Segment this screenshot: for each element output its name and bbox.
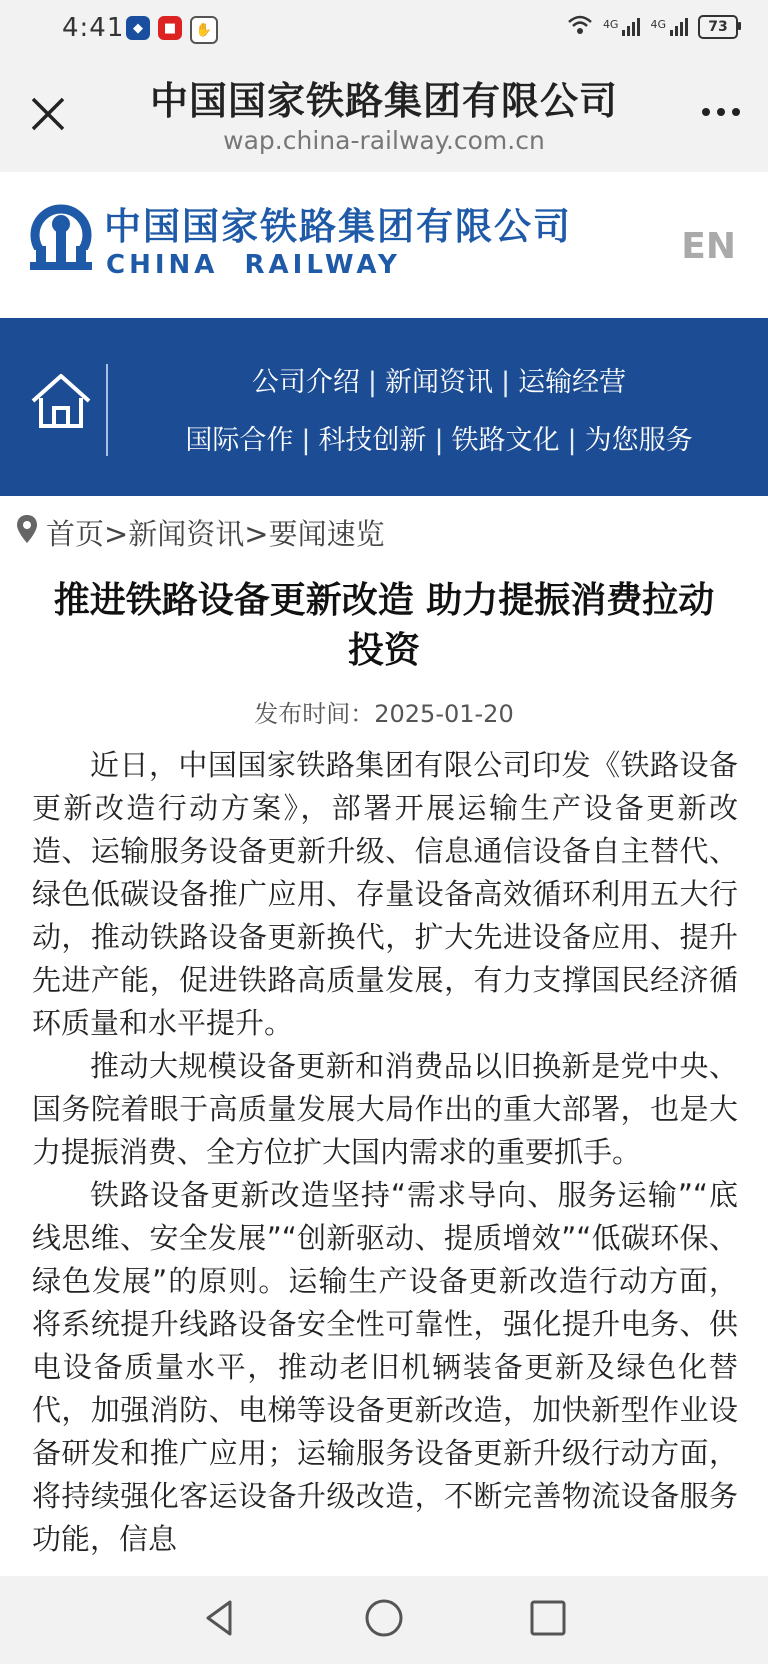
status-bar: [0, 0, 768, 60]
railway-app-icon: ■: [158, 16, 182, 40]
article-paragraph: 推动大规模设备更新和消费品以旧换新是党中央、国务院着眼于高质量发展大局作出的重大部署，也是大力提振消费、全方位扩大国内需求的重要抓手。: [32, 1049, 738, 1169]
nav-row-2: 国际合作 | 科技创新 | 铁路文化 | 为您服务: [110, 418, 768, 457]
china-railway-logo-icon[interactable]: [28, 202, 94, 282]
nav-divider: [106, 364, 108, 456]
nav-item-transport[interactable]: 运输经营: [518, 367, 627, 398]
home-button[interactable]: [28, 368, 94, 434]
more-icon: [702, 108, 710, 116]
nav-item-culture[interactable]: 铁路文化: [451, 425, 560, 456]
article-title: 推进铁路设备更新改造 助力提振消费拉动投资: [53, 580, 715, 671]
back-button[interactable]: [198, 1596, 242, 1640]
browser-page-title: 中国国家铁路集团有限公司: [149, 79, 618, 123]
back-triangle-icon: [200, 1598, 240, 1638]
battery-indicator: 73: [698, 15, 738, 39]
more-options-button[interactable]: [702, 108, 740, 116]
home-nav-button[interactable]: [362, 1596, 406, 1640]
home-circle-icon: [364, 1598, 404, 1638]
app-notification-icon: ◆: [126, 16, 150, 40]
location-pin-icon: [16, 514, 38, 551]
main-navigation: [0, 318, 768, 496]
site-name-en: CHINA RAILWAY: [106, 250, 401, 280]
article-body: [32, 744, 738, 1576]
nav-item-international[interactable]: 国际合作: [185, 425, 294, 456]
breadcrumb-text[interactable]: 首页>新闻资讯>要闻速览: [46, 517, 385, 551]
system-navigation-bar: [0, 1576, 768, 1664]
wifi-icon: [567, 14, 593, 40]
browser-url: wap.china-railway.com.cn: [223, 126, 545, 155]
nav-row-1: 公司介绍 | 新闻资讯 | 运输经营: [110, 360, 768, 399]
signal-2: 4G: [650, 18, 688, 36]
browser-toolbar: [0, 60, 768, 172]
article-paragraph: 近日，中国国家铁路集团有限公司印发《铁路设备更新改造行动方案》，部署开展运输生产设备更新改造、运输服务设备更新升级、信息通信设备自主替代、绿色低碳设备推广应用、存量设备高效循环利用五大行动，推动铁路设备更新换代，扩大先进设备应用、提升先进产能，促进铁路高质量发展，有力支撑国民经济循环质量和水平提升。: [32, 748, 738, 1040]
publish-date: 发布时间：2025-01-20: [254, 700, 514, 728]
recents-square-icon: [528, 1598, 568, 1638]
signal-1: 4G: [603, 18, 641, 36]
recents-button[interactable]: [526, 1596, 570, 1640]
nav-item-services[interactable]: 为您服务: [584, 425, 693, 456]
hand-icon: ✋: [190, 16, 218, 44]
status-time: 4:41: [62, 13, 125, 43]
nav-item-company-intro[interactable]: 公司介绍: [251, 367, 360, 398]
language-switch-en[interactable]: EN: [681, 226, 736, 267]
breadcrumb: [16, 512, 385, 553]
site-header: [0, 172, 768, 318]
nav-item-news[interactable]: 新闻资讯: [385, 367, 493, 398]
site-name-cn: 中国国家铁路集团有限公司: [104, 205, 572, 248]
article-paragraph: 铁路设备更新改造坚持“需求导向、服务运输”“底线思维、安全发展”“创新驱动、提质增效”“低碳环保、绿色发展”的原则。运输生产设备更新改造行动方面，将系统提升线路设备安全性可靠性，强化提升电务、供电设备质量水平，推动老旧机辆装备更新及绿色化替代，加强消防、电梯等设备更新改造，加快新型作业设备研发和推广应用；运输服务设备更新升级行动方面，将持续强化客运设备升级改造，不断完善物流设备服务功能，信息: [32, 1178, 738, 1556]
nav-item-innovation[interactable]: 科技创新: [318, 425, 427, 456]
status-indicators: [567, 14, 738, 40]
home-icon: [28, 368, 94, 434]
status-app-icons: [126, 16, 218, 44]
